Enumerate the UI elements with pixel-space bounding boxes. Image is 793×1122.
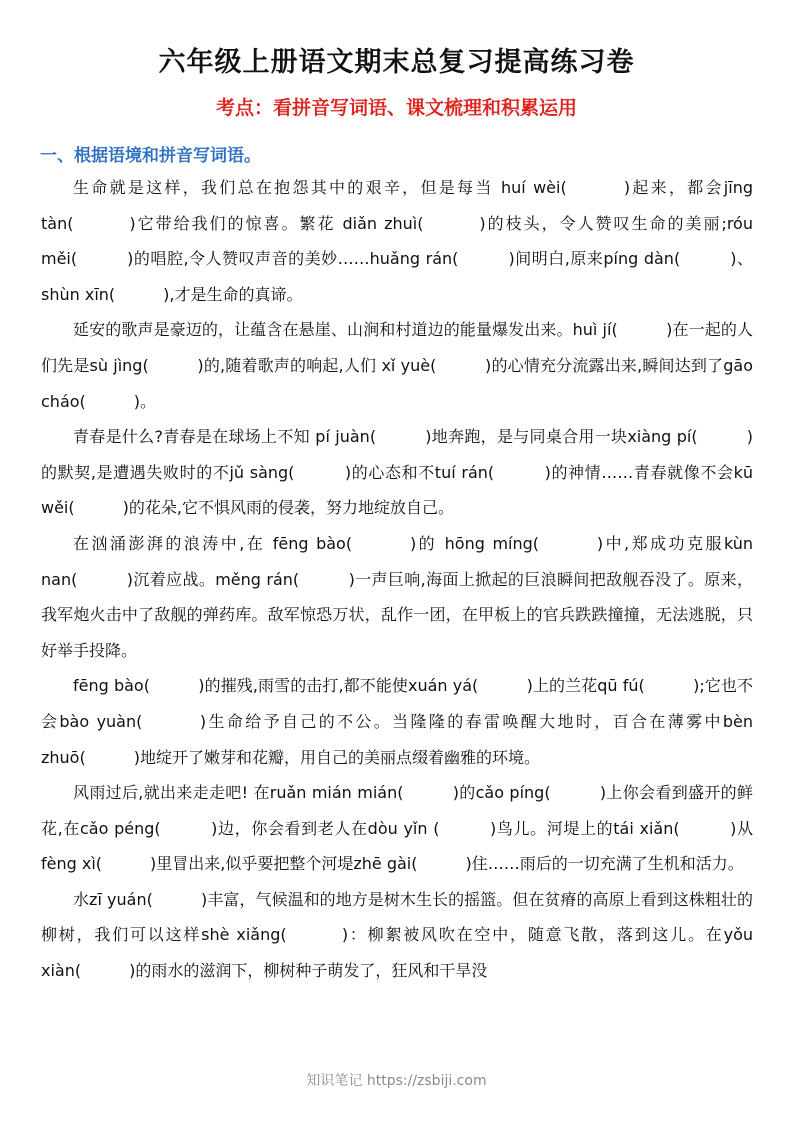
paragraph-sea-battle: 在汹涌澎湃的浪涛中,在 fēng bào( )的 hōng míng( )中,郑成功克服kùn nan( )沉着应战。měng rán( )一声巨响,海面上掀起的巨浪瞬间把敌舰吞没了。原来，我军炮火击中了敌舰的弹药库。敌军惊恐万状，乱作一团，在甲板上的官兵跌跌撞撞，无法逃脱，只好举手投降。 xyxy=(41,533,753,660)
paragraph-youth: 青春是什么?青春是在球场上不知 pí juàn( )地奔跑，是与同桌合用一块xiàng pí( )的默契,是遭遇失败时的不jǔ sàng( )的心态和不tuí rán( )的神情……青春就像不会kū wěi( )的花朵,它不惧风雨的侵袭，努力地绽放自己。 xyxy=(41,427,753,518)
exercise-body xyxy=(41,170,753,989)
document-subtitle: 考点：看拼音写词语、课文梳理和积累运用 xyxy=(215,97,577,119)
paragraph-yanan: 延安的歌声是豪迈的，让蕴含在悬崖、山涧和村道边的能量爆发出来。huì jí( )在一起的人们先是sù jìng( )的,随着歌声的响起,人们 xǐ yuè( )的心情充分流露出来,瞬间达到了gāo cháo( )。 xyxy=(41,320,753,411)
footer-watermark: 知识笔记 https://zsbiji.com xyxy=(306,1073,487,1089)
paragraph-after-rain: 风雨过后,就出来走走吧! 在ruǎn mián mián( )的cǎo píng( )上你会看到盛开的鲜花,在cǎo péng( )边，你会看到老人在dòu yǐn ( )鸟儿。河堤上的tái xiǎn( )从 fèng xì( )里冒出来,似乎要把整个河堤zhē gài( )住……雨后的一切充满了生机和活力。 xyxy=(41,783,753,874)
paragraph-orchid: fēng bào( )的摧残,雨雪的击打,都不能使xuán yá( )上的兰花qū fú( );它也不会bào yuàn( )生命给予自己的不公。当隆隆的春雷唤醒大地时，百合在薄雾中bèn zhuō( )地绽开了嫩芽和花瓣，用自己的美丽点缀着幽雅的环境。 xyxy=(41,676,753,767)
paragraph-willow: 水zī yuán( )丰富，气候温和的地方是树木生长的摇篮。但在贫瘠的高原上看到这株粗壮的柳树，我们可以这样shè xiǎng( )：柳絮被风吹在空中，随意飞散，落到这儿。在yǒu xiàn( )的雨水的滋润下，柳树种子萌发了，狂风和干旱没 xyxy=(41,889,753,981)
document-title: 六年级上册语文期末总复习提高练习卷 xyxy=(158,47,635,78)
paragraph-life: 生命就是这样，我们总在抱怨其中的艰辛，但是每当 huí wèi( )起来，都会jīng tàn( )它带给我们的惊喜。繁花 diǎn zhuì( )的枝头，令人赞叹生命的美丽;róu měi( )的唱腔,令人赞叹声音的美妙……huǎng rán( )间明白,原来píng dàn( )、shùn xīn( ),才是生命的真谛。 xyxy=(41,178,753,304)
section-heading: 一、根据语境和拼音写词语。 xyxy=(40,146,261,166)
